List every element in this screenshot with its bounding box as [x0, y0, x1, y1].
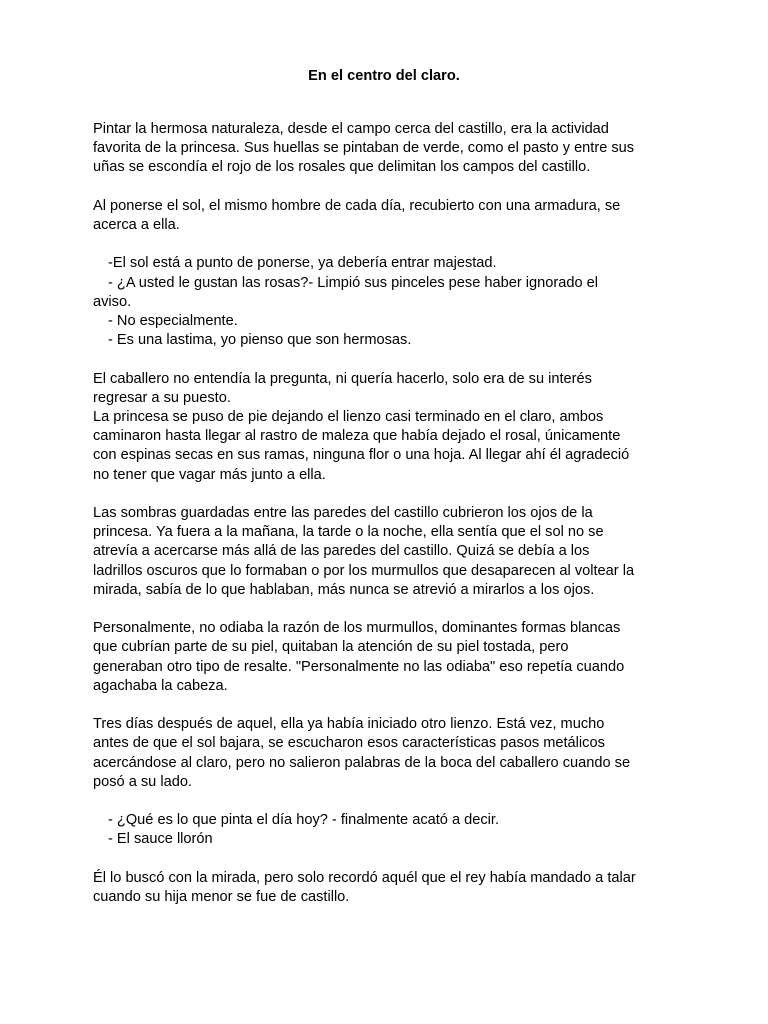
text-line: caminaron hasta llegar al rastro de maleza que había dejado el rosal, únicamente [93, 428, 621, 445]
dialogue-line: -El sol está a punto de ponerse, ya debería entrar majestad. [108, 255, 497, 272]
text-line: Al ponerse el sol, el mismo hombre de cada día, recubierto con una armadura, se [93, 197, 621, 214]
text-line: Las sombras guardadas entre las paredes del castillo cubrieron los ojos de la [93, 505, 593, 521]
text-line: agachaba la cabeza. [93, 677, 228, 694]
dialogue-block [93, 811, 683, 849]
text-line: atrevía a acercarse más allá de las paredes del castillo. Quizá se debía a los [93, 543, 590, 560]
document-title: En el centro del claro. [308, 68, 460, 84]
paragraph [93, 619, 683, 696]
dialogue-line: - ¿A usted le gustan las rosas?- Limpió sus pinceles pese haber ignorado el [108, 274, 598, 291]
paragraph [93, 869, 683, 907]
text-line: Personalmente, no odiaba la razón de los murmullos, dominantes formas blancas [93, 620, 621, 637]
text-line: princesa. Ya fuera a la mañana, la tarde o la noche, ella sentía que el sol no se [93, 524, 604, 541]
text-line: acerca a ella. [93, 217, 180, 233]
text-line: uñas se escondía el rojo de los rosales que delimitan los campos del castillo. [93, 159, 591, 176]
paragraph [93, 370, 683, 485]
text-line: favorita de la princesa. Sus huellas se pintaban de verde, como el pasto y entre sus [93, 140, 635, 157]
dialogue-line: - El sauce llorón [108, 831, 213, 848]
paragraph [93, 197, 683, 235]
text-line: que cubrían parte de su piel, quitaban la atención de su piel tostada, pero [93, 639, 569, 656]
dialogue-block [93, 254, 683, 350]
text-line: acercándose al claro, pero no salieron palabras de la boca del caballero cuando se [93, 754, 631, 771]
paragraph [93, 120, 683, 178]
text-line: ladrillos oscuros que lo formaban o por los murmullos que desaparecen al voltear la [93, 562, 635, 579]
text-line: Él lo buscó con la mirada, pero solo recordó aquél que el rey había mandado a talar [93, 869, 636, 886]
dialogue-line: - Es una lastima, yo pienso que son hermosas. [108, 332, 412, 349]
text-line: no tener que vagar más junto a ella. [93, 466, 326, 483]
text-line: generaban otro tipo de resalte. "Personalmente no las odiaba" eso repetía cuando [93, 658, 625, 675]
paragraph [93, 715, 683, 792]
text-line: cuando su hija menor se fue de castillo. [93, 889, 350, 905]
text-line: Tres días después de aquel, ella ya había iniciado otro lienzo. Está vez, mucho [93, 716, 605, 733]
text-line: El caballero no entendía la pregunta, ni quería hacerlo, solo era de su interés [93, 370, 592, 387]
paragraph [93, 504, 683, 600]
dialogue-line: - No especialmente. [108, 313, 238, 329]
dialogue-line: - ¿Qué es lo que pinta el día hoy? - finalmente acató a decir. [108, 812, 500, 829]
text-line: La princesa se puso de pie dejando el lienzo casi terminado en el claro, ambos [93, 409, 604, 425]
text-line: antes de que el sol bajara, se escucharon esos características pasos metálicos [93, 735, 605, 752]
text-line: mirada, sabía de lo que hablaban, más nunca se atrevió a mirarlos a los ojos. [93, 581, 595, 598]
text-line: con espinas secas en sus ramas, ninguna flor o una hoja. Al llegar ahí él agradeció [93, 447, 630, 464]
text-line: Pintar la hermosa naturaleza, desde el campo cerca del castillo, era la actividad [93, 121, 609, 137]
text-line: posó a su lado. [93, 773, 192, 790]
text-line: regresar a su puesto. [93, 389, 231, 406]
dialogue-line-continuation: aviso. [93, 293, 132, 310]
document-body [93, 120, 683, 926]
